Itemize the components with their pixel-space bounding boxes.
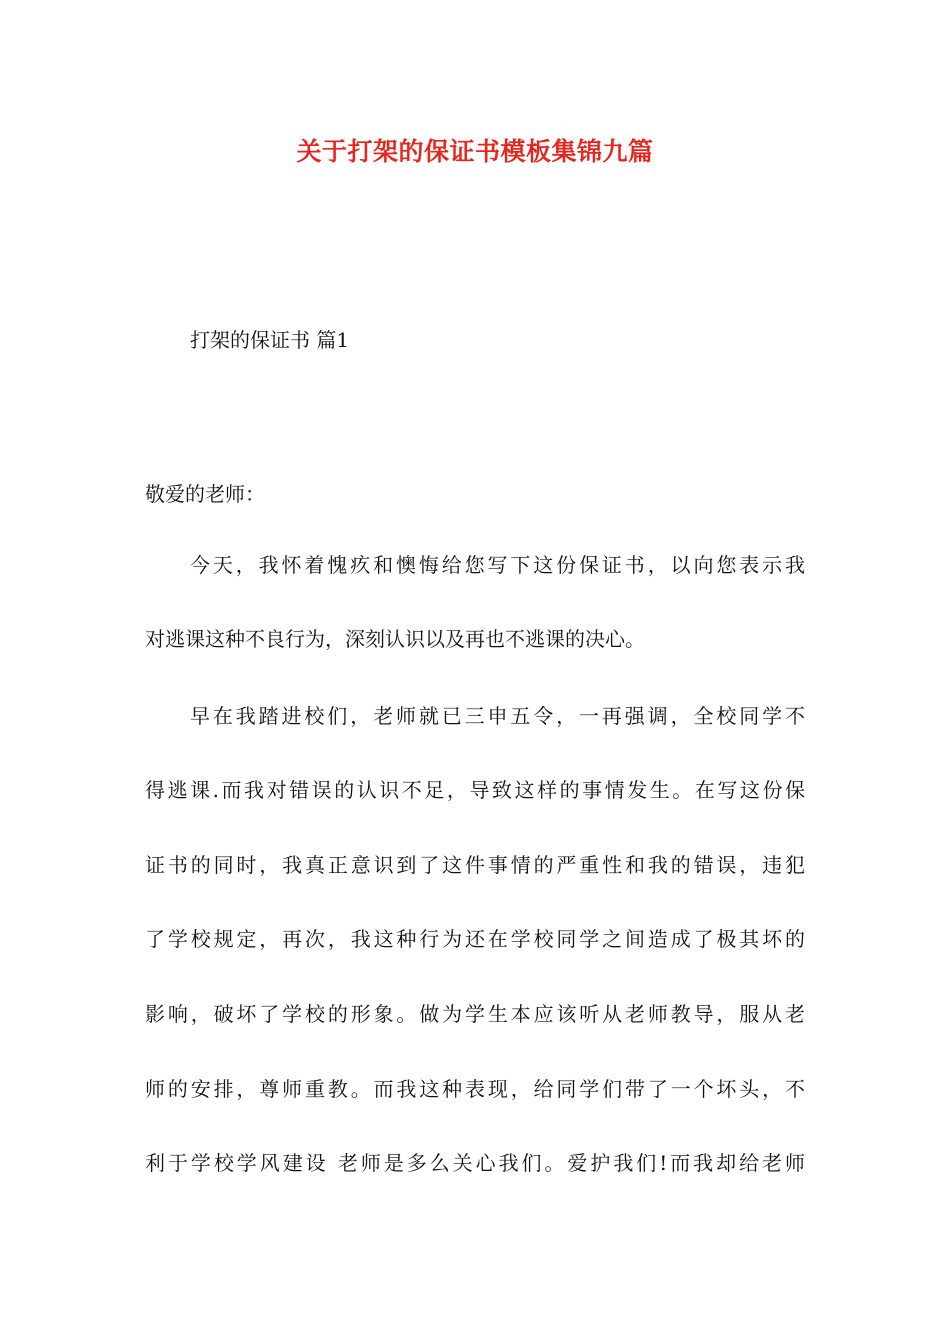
section-heading: 打架的保证书 篇1 [190,328,350,352]
paragraph-line: 了学校规定，再次，我这种行为还在学校同学之间造成了极其坏的 [145,927,805,951]
paragraph-line: 利于学校学风建设 老师是多么关心我们。爱护我们!而我却给老师 [145,1151,805,1175]
paragraph-line: 影响，破坏了学校的形象。做为学生本应该听从老师教导，服从老 [145,1002,805,1026]
paragraph-line: 师的安排，尊师重教。而我这种表现，给同学们带了一个坏头，不 [145,1077,805,1101]
document-title: 关于打架的保证书模板集锦九篇 [296,137,654,166]
paragraph-line: 得逃课.而我对错误的认识不足，导致这样的事情发生。在写这份保 [145,778,805,802]
salutation: 敬爱的老师： [145,482,265,506]
paragraph-line: 对逃课这种不良行为，深刻认识以及再也不逃课的决心。 [145,627,645,651]
paragraph-line: 今天，我怀着愧疚和懊悔给您写下这份保证书，以向您表示我 [190,553,805,577]
paragraph-line: 证书的同时，我真正意识到了这件事情的严重性和我的错误，违犯 [145,853,805,877]
paragraph-line: 早在我踏进校们，老师就已三申五令，一再强调，全校同学不 [190,704,805,728]
